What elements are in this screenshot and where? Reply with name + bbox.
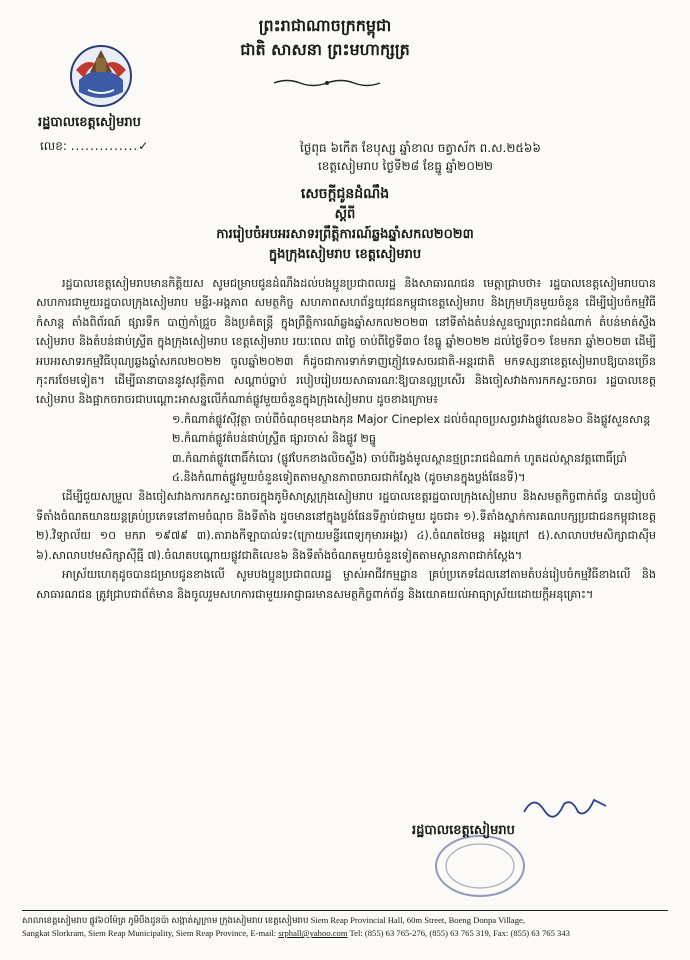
footer-address bbox=[22, 914, 668, 940]
footer-line-2 bbox=[22, 927, 668, 940]
subject-line-2: ក្នុងក្រុងសៀមរាប ខេត្តសៀមរាប bbox=[268, 247, 422, 262]
road-closure-list bbox=[36, 410, 656, 488]
reference-number bbox=[40, 138, 149, 156]
footer-line-1: សាលាខេត្តសៀមរាប ផ្លូវ៦០ម៉ែត្រ ភូមិបឹងដូនប៉ា សង្កាត់ស្លក្រាម ក្រុងសៀមរាប ខេត្តសៀមរាប Siem Reap Provincial Hall, 60m Street, Boeng Donpa Village, bbox=[22, 915, 525, 925]
list-item: ១.កំណាត់ផ្លូវស៊ីវុត្ថា ចាប់ពីចំណុចមុខរោងកុន Major Cineplex ដល់ចំណុចប្រសព្វរវាងផ្លូវលេខ៦០ និងផ្លូវសួនសាន្ត bbox=[172, 412, 651, 426]
kingdom-header bbox=[160, 14, 490, 62]
issuing-authority: រដ្ឋបាលខេត្តសៀមរាប bbox=[38, 115, 141, 130]
body-paragraph-2: ដើម្បីជួយសម្រួល និងចៀសវាងការកកស្ទះចរាចរក្នុងភូមិសាស្ត្រក្រុងសៀមរាប រដ្ឋបាលខេត្តរដ្ឋបាលក្រុងសៀមរាប និងសមត្ថកិច្ចពាក់ព័ន្ធ បានរៀបចំទីតាំងចំណតយានយន្តគ្រប់ប្រភេទនៅតាមចំណុច និងទីតាំង ដូចមាននៅក្នុងប្លង់ផែនទីភ្ជាប់ជាមួយ ដូចជា៖ ១).ទីតាំងស្នាក់ការគណបក្សប្រជាជនកម្ពុជាខេត្ត ២).វិទ្យាល័យ ១០ មករា ១៩៧៩ ៣).តារាងកីឡាបាល់ទះ(ក្រោយមន្ទីរពេទ្យកុមារអង្គរ) ៤).ចំណតថៃមន្ត អង្គរក្រៅ ៥).សាលាបឋមសិក្សាជាស៊ីម ៦).សាលាបឋមសិក្សាស៊ីធ្មី ៧).ចំណតបណ្ដោយផ្លូវជាតិលេខ៦ និងទីតាំងចំណតមួយចំនួនទៀតតាមស្ថានភាពជាក់ស្ដែង។ bbox=[36, 490, 656, 562]
footer-divider bbox=[22, 910, 668, 911]
footer-line-2-prefix: Sangkat Slorkram, Siem Reap Municipality, Siem Reap Province, E-mail: bbox=[22, 928, 279, 938]
reference-value: ..............✓ bbox=[70, 139, 150, 153]
list-item: ២.កំណាត់ផ្លូវតំបន់ផាប់ស្រ្ទីត ផ្សារចាស់ និងផ្លូវ ២ធ្នូ bbox=[172, 432, 376, 446]
body-paragraph-1: រដ្ឋបាលខេត្តសៀមរាបមានកិត្តិយស សូមជម្រាបជូនដំណឹងដល់បងប្អូនប្រជាពលរដ្ឋ និងសាធារណជន មេត្តាជ្រាបថា៖ រដ្ឋបាលខេត្តសៀមរាបបានសហការជាមួយរដ្ឋបាលក្រុងសៀមរាប មន្ទីរ-អង្គភាព សមត្ថកិច្ច សហភាពសហព័ន្ធយុវជនកម្ពុជាខេត្តសៀមរាប និងក្រុមហ៊ុនមួយចំនួន ដើម្បីរៀបចំកម្មវិធីកំសាន្ត តាំងពិព័រណ៍ ផ្សារទឹក បាញ់កាំជ្រួច និងប្រគំតន្ត្រី ក្នុងព្រឹត្តិការណ៍ឆ្លងឆ្នាំសកល២០២៣ នៅទីតាំងតំបន់សួនច្បារព្រះរាជដំណាក់ តំបន់មាត់ស្ទឹងសៀមរាប និងតំបន់ផាប់ស្រ្ទីត ក្នុងក្រុងសៀមរាប ខេត្តសៀមរាប រយៈពេល ៣ថ្ងៃ ចាប់ពីថ្ងៃទី៣០ ខែធ្នូ ឆ្នាំ២០២២ ដល់ថ្ងៃទី០១ ខែមករា ឆ្នាំ២០២៣ ដើម្បីអបអរសាទរកម្មវិធីបុណ្យឆ្លងឆ្នាំសកល២០២២ ចូលឆ្នាំ២០២៣ ក៏ដូចជាការទាក់ទាញភ្ញៀវទេសចរជាតិ-អន្តរជាតិ មកទស្សនាខេត្តសៀមរាបឱ្យបានច្រើនកុះករថែមទៀត។ ដើម្បីធានាបាននូវសុវត្ថិភាព សណ្ដាប់ធ្នាប់ របៀបរៀបរយសាធារណៈឱ្យបានល្អប្រសើរ និងចៀសវាងការកកស្ទះចរាចរ រដ្ឋបាលខេត្តសៀមរាប និងផ្អាកចរាចរជាបណ្ដោះអាសន្នលើកំណាត់ផ្លូវមួយចំនួនក្នុងក្រុងសៀមរាប ដូចខាងក្រោម៖ bbox=[36, 277, 656, 407]
subject-label: ស្ដីពី bbox=[334, 207, 356, 222]
document-type: សេចក្ដីជូនដំណឹង bbox=[300, 186, 390, 202]
body-paragraph-3: អាស្រ័យហេតុដូចបានជម្រាបជូនខាងលើ សូមបងប្អូនប្រជាពលរដ្ឋ ម្ចាស់អាជីវកម្មដ្ឋាន គ្រប់ប្រភេទដែលនៅតាមតំបន់រៀបចំកម្មវិធីខាងលើ និងសាធារណជន ត្រូវជ្រាបជាព័ត៌មាន និងចូលរួមសហការជាមួយអាជ្ញាធរមានសមត្ថកិច្ចពាក់ព័ន្ធ និងយោគយល់អាធ្យាស្រ័យដោយក្ដីអនុគ្រោះ។ bbox=[36, 568, 656, 601]
gregorian-date: ខេត្តសៀមរាប ថ្ងៃទី២៨ ខែធ្នូ ឆ្នាំ២០២២ bbox=[318, 159, 493, 173]
handwritten-signature-icon bbox=[520, 790, 610, 820]
lunar-date: ថ្ងៃពុធ ៦កើត ខែបុស្ស ឆ្នាំខាល ចត្វាស័ក ព.ស.២៥៦៦ bbox=[300, 141, 541, 155]
ornament-divider-icon bbox=[272, 78, 382, 88]
subject-line-1: ការរៀបចំអបអរសាទរព្រឹត្តិការណ៍ឆ្លងឆ្នាំសកល២០២៣ bbox=[216, 227, 474, 242]
list-item: ៣.កំណាត់ផ្លូវពោធិ៍កំបោរ (ផ្លូវបែកខាងលិចស្ទឹង) ចាប់ពីរង្វង់មូលស្ពានថ្មព្រះរាជដំណាក់ ហូតដល់ស្ពានវត្តពោធិ៍ប្រាំ bbox=[172, 451, 627, 465]
national-motto: ជាតិ សាសនា ព្រះមហាក្សត្រ bbox=[240, 40, 410, 59]
provincial-emblem-icon bbox=[66, 40, 136, 110]
footer-line-2-suffix: Tel: (855) 63 765-276, (855) 63 765 319, Fax: (855) 63 765 343 bbox=[347, 928, 570, 938]
signatory-title: រដ្ឋបាលខេត្តសៀមរាប bbox=[412, 823, 515, 838]
reference-label: លេខ: bbox=[40, 139, 67, 153]
list-item: ៤.និងកំណាត់ផ្លូវមួយចំនួនទៀតតាមស្ថានភាពចរាចរជាក់ស្ដែង (ដូចមានក្នុងប្លង់ផែនទី)។ bbox=[172, 471, 526, 485]
kingdom-name: ព្រះរាជាណាចក្រកម្ពុជា bbox=[258, 16, 392, 35]
email-link[interactable]: srphall@yahoo.com bbox=[278, 928, 348, 938]
notice-body bbox=[36, 274, 656, 604]
